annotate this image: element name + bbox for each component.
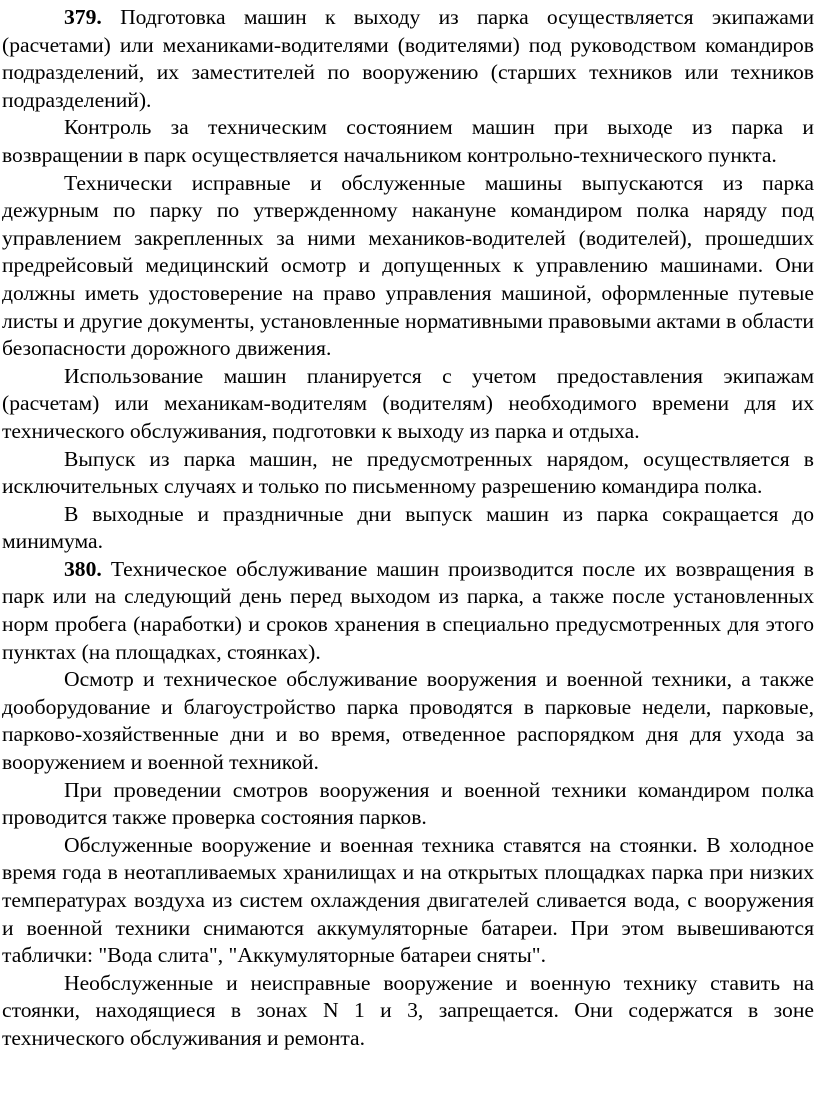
paragraph-text: Техническое обслуживание машин производится после их возвращения в парк или на следующий день перед выходом из парка, а также после установленных норм пробега (наработки) и сроков хранения в специально предусмотренных для этого пунктах (на площадках, стоянках). — [2, 556, 814, 664]
section-number: 380. — [64, 556, 102, 581]
paragraph: При проведении смотров вооружения и военной техники командиром полка проводится также проверка состояния парков. — [2, 777, 814, 830]
paragraph: Обслуженные вооружение и военная техника ставятся на стоянки. В холодное время года в неотапливаемых хранилищах и на открытых площадках парка при низких температурах воздуха из систем охлаждения двигателей сливается вода, с вооружения и военной техники снимаются аккумуляторные батареи. При этом вывешиваются таблички: "Вода слита", "Аккумуляторные батареи сняты". — [2, 832, 814, 968]
paragraph: Необслуженные и неисправные вооружение и военную технику ставить на стоянки, находящиеся в зонах N 1 и 3, запрещается. Они содержатся в зоне технического обслуживания и ремонта. — [2, 970, 814, 1050]
paragraph: Использование машин планируется с учетом предоставления экипажам (расчетам) или механикам-водителям (водителям) необходимого времени для их технического обслуживания, подготовки к выходу из парка и отдыха. — [2, 363, 814, 443]
paragraph: Осмотр и техническое обслуживание вооружения и военной техники, а также дооборудование и благоустройство парка проводятся в парковые недели, парковые, парково-хозяйственные дни и во время, отведенное распорядком дня для ухода за вооружением и военной техникой. — [2, 667, 814, 775]
paragraph: В выходные и праздничные дни выпуск машин из парка сокращается до минимума. — [2, 501, 814, 554]
paragraph: Выпуск из парка машин, не предусмотренных нарядом, осуществляется в исключительных случаях и только по письменному разрешению командира полка. — [2, 446, 814, 499]
section-number: 379. — [64, 5, 102, 29]
paragraph — [2, 556, 814, 666]
paragraph: Контроль за техническим состоянием машин при выходе из парка и возвращении в парк осуществляется начальником контрольно-технического пункта. — [2, 115, 814, 167]
paragraph — [2, 4, 814, 114]
paragraph: Технически исправные и обслуженные машины выпускаются из парка дежурным по парку по утвержденному накануне командиром полка наряду под управлением закрепленных за ними механиков-водителей (водителей), прошедших предрейсовый медицинский осмотр и допущенных к управлению машинами. Они должны иметь удостоверение на право управления машиной, оформленные путевые листы и другие документы, установленные нормативными правовыми актами в области безопасности дорожного движения. — [2, 170, 814, 361]
paragraph-text: Подготовка машин к выходу из парка осуществляется экипажами (расчетами) или механиками-водителями (водителями) под руководством командиров подразделений, их заместителей по вооружению (старших техников или техников подразделений). — [2, 5, 815, 112]
